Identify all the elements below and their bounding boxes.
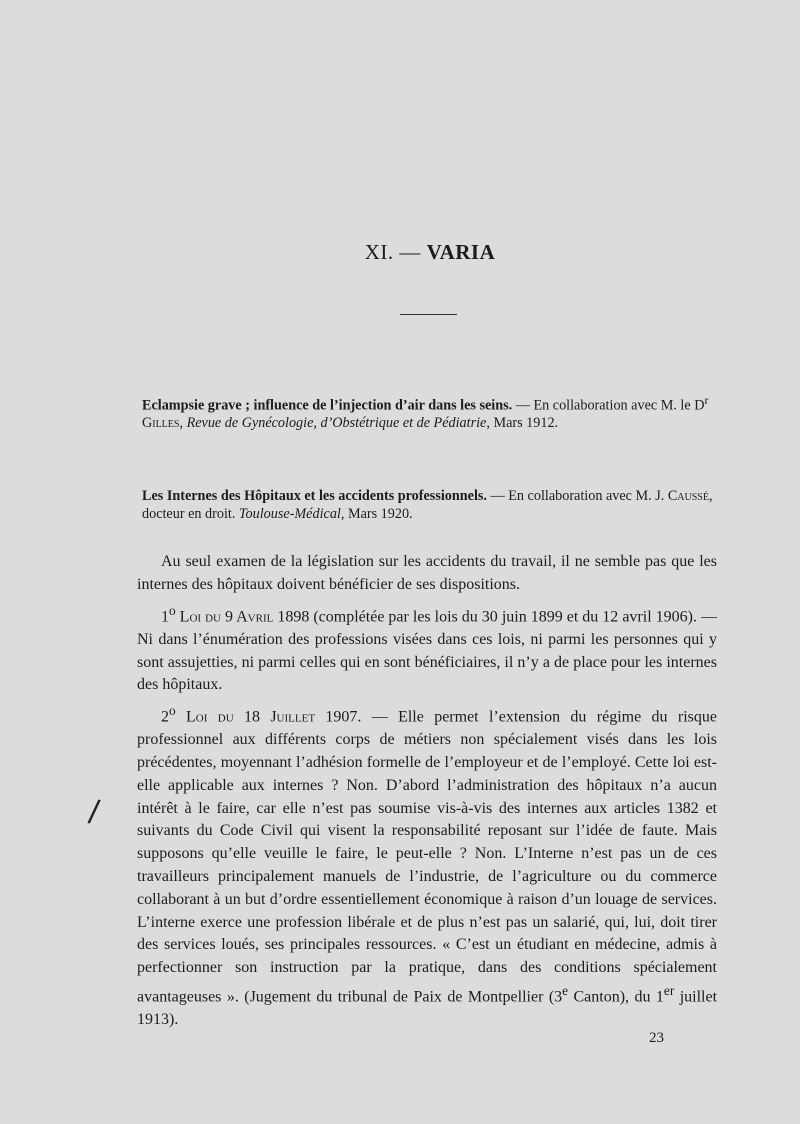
page-number: 23 [649, 1030, 664, 1046]
item-number-sup: o [169, 602, 176, 618]
paragraph-intro: Au seul examen de la législation sur les accidents du travail, il ne semble pas que les internes des hôpitaux doivent bénéficier de ses dispositions. [137, 553, 717, 593]
paragraph-text: juillet 1913). [137, 988, 718, 1029]
margin-mark: / [86, 793, 102, 830]
reference-entry [142, 392, 724, 433]
reference-collab: — En collaboration avec M. le D [512, 397, 705, 414]
reference-date: Mars 1912. [489, 415, 559, 432]
chapter-name: VARIA [426, 240, 496, 264]
reference-author: Gilles [142, 415, 180, 432]
item-number: 1 [161, 607, 169, 625]
reference-journal: Toulouse-Médical, [238, 505, 345, 522]
canton-sup: e [562, 983, 569, 998]
reference-sup: r [704, 393, 709, 407]
reference-author: Caussé [667, 488, 709, 504]
reference-journal: Revue de Gynécologie, d’Obstétrique et de Pédiatrie, [186, 415, 490, 432]
title-divider [400, 314, 457, 315]
item-number: 2 [161, 708, 169, 726]
law-name: Loi du 18 Juillet [175, 708, 316, 726]
reference-sep: , [179, 415, 187, 432]
reference-title: Eclampsie grave ; influence de l’injection d’air dans les seins. [142, 397, 513, 414]
reference-entry [142, 488, 724, 523]
reference-title: Les Internes des Hôpitaux et les accidents professionnels. [142, 488, 487, 504]
body-text [137, 551, 717, 1032]
law-name: Loi du 9 Avril [175, 607, 274, 625]
item-number-sup: o [169, 703, 176, 719]
paragraph-law-1898 [137, 600, 717, 698]
paragraph-text: 1907. — Elle permet l’extension du régime du risque professionnel aux différents corps de métiers non spécialement visés dans les lois précédentes, moyennant l’adhésion formelle de l’employeur et de l’employé. Cette loi est-elle applicable aux internes ? Non. D’abord l’administration des hôpitaux n’a aucun intérêt à le faire, car elle n’est pas soumise vis-à-vis des internes aux articles 1382 et suivants du Code Civil qui visent la responsabilité reposant sur l’idée de faute. Mais supposons qu’elle veuille le faire, le peut-elle ? Non. L’Interne n’est pas un de ces travailleurs principalement manuels de l’industrie, de l’agriculture ou du commerce collaborant à un but d’ordre essentiellement économique à raison d’un louage de services. L’interne exerce une profession libérale et de plus n’est pas un salarié, qui, lui, doit tirer des services loués, ses principales ressources. « C’est un étudiant en médecine, admis à perfectionner son instruction par la pratique, dans des conditions spécialement avantageuses ». (Jugement du tribunal de Paix de Montpellier (3 [137, 708, 717, 1006]
paragraph-law-1907 [137, 700, 717, 1032]
paragraph-text: 1898 (complétée par les lois du 30 juin 1899 et du 12 avril 1906). — Ni dans l’énumération des professions visées dans ces lois, ni parmi les personnes qui y sont assujetties, ni parmi celles qui en sont bénéficiaires, il n’y a de place pour les internes des hôpitaux. [137, 607, 717, 694]
chapter-number: XI. — [364, 240, 427, 264]
reference-date: Mars 1920. [344, 505, 413, 522]
chapter-title [0, 240, 800, 265]
paragraph-text: Canton), du 1 [568, 988, 664, 1006]
reference-sep: , docteur en droit. [142, 488, 713, 522]
date-sup: er [663, 983, 675, 998]
reference-collab: — En collaboration avec M. J. [486, 488, 668, 504]
